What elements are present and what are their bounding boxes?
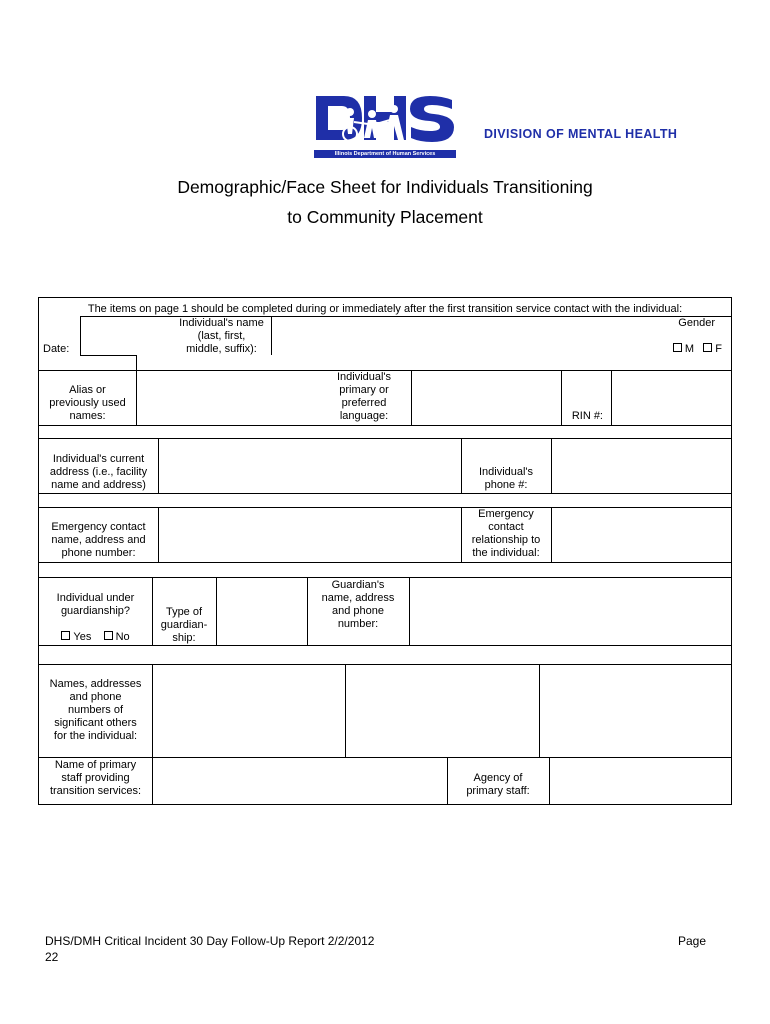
language-label: Individual's primary or preferred language: (336, 371, 392, 422)
footer-page-label: Page (678, 934, 707, 948)
logo-caption: Illinois Department of Human Services (314, 150, 456, 158)
divider (39, 438, 731, 439)
divider (539, 664, 540, 757)
relationship-label: Emergency contact relationship to the individual: (471, 508, 541, 559)
address-label: Individual's current address (i.e., facility name and address) (49, 453, 148, 491)
divider (39, 507, 731, 508)
dhs-logo (314, 94, 456, 158)
footer-report: DHS/DMH Critical Incident 30 Day Follow-Up Report 2/2/2012 (45, 934, 375, 948)
guardianship-options: Yes No (39, 631, 152, 644)
divider (80, 355, 136, 356)
demographic-form (38, 297, 732, 805)
division-name: DIVISION OF MENTAL HEALTH (484, 127, 678, 141)
primary-staff-label: Name of primary staff providing transition services: (49, 759, 142, 797)
significant-others-label: Names, addresses and phone numbers of significant others for the individual: (49, 678, 142, 742)
guardianship-yes-checkbox[interactable] (61, 631, 70, 640)
divider (152, 757, 153, 805)
gender-m-checkbox[interactable] (673, 343, 682, 352)
alias-label: Alias or previously used names: (49, 384, 126, 422)
guardianship-type-label: Type of guardian- ship: (160, 606, 208, 644)
footer-page-number: 22 (45, 950, 59, 964)
name-label: Individual's name (last, first, middle, suffix): (179, 317, 264, 355)
phone-label: Individual's phone #: (478, 466, 534, 491)
divider (152, 664, 153, 757)
divider (551, 507, 552, 562)
divider (80, 316, 81, 355)
divider (409, 577, 410, 645)
form-intro: The items on page 1 should be completed during or immediately after the first transition service contact with the individual: (87, 303, 683, 315)
rin-label: RIN #: (571, 410, 603, 422)
divider (411, 370, 412, 425)
divider (551, 438, 552, 493)
divider (216, 577, 217, 645)
guardianship-no-checkbox[interactable] (104, 631, 113, 640)
divider (158, 438, 159, 493)
divider (158, 507, 159, 562)
gender-label: Gender (678, 317, 715, 329)
guardianship-label: Individual under guardianship? (56, 592, 135, 617)
divider (39, 425, 731, 426)
divider (39, 757, 731, 758)
date-label: Date: (43, 343, 70, 355)
divider (39, 493, 731, 494)
divider (39, 645, 731, 646)
agency-label: Agency of primary staff: (466, 772, 530, 797)
divider (611, 370, 612, 425)
divider (39, 562, 731, 563)
page-title-line-1: Demographic/Face Sheet for Individuals Transitioning (177, 177, 593, 197)
gender-options: M F (673, 343, 722, 356)
emergency-contact-label: Emergency contact name, address and phone number: (51, 521, 146, 559)
divider (549, 757, 550, 805)
dhs-logo-graphic (314, 94, 456, 150)
divider (136, 355, 137, 425)
divider (345, 664, 346, 757)
page-title-line-2: to Community Placement (287, 207, 483, 227)
guardian-contact-label: Guardian's name, address and phone number: (321, 579, 395, 630)
gender-f-checkbox[interactable] (703, 343, 712, 352)
divider (39, 664, 731, 665)
divider (39, 577, 731, 578)
